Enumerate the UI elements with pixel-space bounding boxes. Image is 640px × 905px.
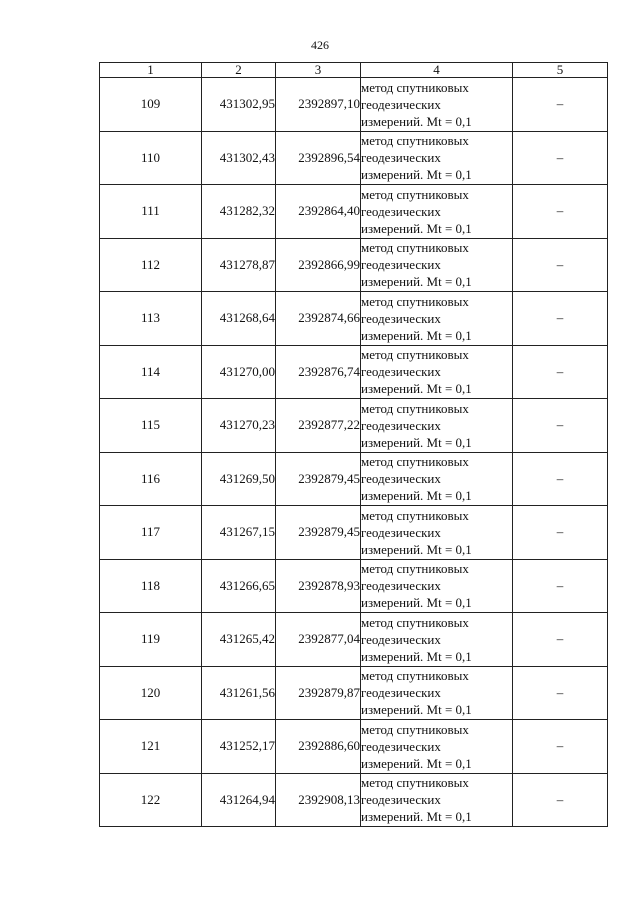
- x-coordinate: 431302,95: [202, 78, 276, 132]
- method-line-3: измерений. Mt = 0,1: [361, 381, 472, 397]
- note-cell: –: [513, 345, 608, 399]
- point-number: 116: [100, 452, 202, 506]
- x-coordinate: 431270,23: [202, 399, 276, 453]
- method-line-3: измерений. Mt = 0,1: [361, 434, 472, 450]
- x-coordinate: 431266,65: [202, 559, 276, 613]
- table-row: [100, 452, 608, 506]
- table-row: [100, 185, 608, 239]
- method-line-3: измерений. Mt = 0,1: [361, 220, 472, 236]
- method-line-2: геодезических: [361, 524, 441, 540]
- method-line-1: метод спутниковых: [361, 79, 469, 95]
- table-row: [100, 345, 608, 399]
- method-line-2: геодезических: [361, 364, 441, 380]
- point-number: 119: [100, 613, 202, 667]
- y-coordinate: 2392877,22: [276, 399, 361, 453]
- method-line-1: метод спутниковых: [361, 721, 469, 737]
- note-cell: –: [513, 613, 608, 667]
- point-number: 111: [100, 185, 202, 239]
- note-cell: –: [513, 78, 608, 132]
- point-number: 110: [100, 131, 202, 185]
- method-line-1: метод спутниковых: [361, 347, 469, 363]
- method-line-1: метод спутниковых: [361, 507, 469, 523]
- table-row: [100, 613, 608, 667]
- x-coordinate: 431270,00: [202, 345, 276, 399]
- y-coordinate: 2392896,54: [276, 131, 361, 185]
- table-row: [100, 720, 608, 774]
- table-row: [100, 506, 608, 560]
- note-cell: –: [513, 452, 608, 506]
- method-line-2: геодезических: [361, 578, 441, 594]
- note-cell: –: [513, 506, 608, 560]
- table-row: [100, 131, 608, 185]
- column-header-4: 4: [361, 63, 513, 78]
- table-row: [100, 292, 608, 346]
- method-description: [361, 78, 513, 132]
- note-cell: –: [513, 131, 608, 185]
- y-coordinate: 2392874,66: [276, 292, 361, 346]
- point-number: 109: [100, 78, 202, 132]
- point-number: 118: [100, 559, 202, 613]
- column-header-1: 1: [100, 63, 202, 78]
- method-description: [361, 559, 513, 613]
- note-cell: –: [513, 399, 608, 453]
- method-line-2: геодезических: [361, 792, 441, 808]
- y-coordinate: 2392908,13: [276, 773, 361, 827]
- y-coordinate: 2392879,87: [276, 666, 361, 720]
- note-cell: –: [513, 666, 608, 720]
- x-coordinate: 431267,15: [202, 506, 276, 560]
- y-coordinate: 2392866,99: [276, 238, 361, 292]
- method-description: [361, 292, 513, 346]
- method-line-3: измерений. Mt = 0,1: [361, 113, 472, 129]
- x-coordinate: 431264,94: [202, 773, 276, 827]
- table-row: [100, 559, 608, 613]
- point-number: 117: [100, 506, 202, 560]
- column-header-3: 3: [276, 63, 361, 78]
- method-line-3: измерений. Mt = 0,1: [361, 595, 472, 611]
- method-line-3: измерений. Mt = 0,1: [361, 327, 472, 343]
- x-coordinate: 431265,42: [202, 613, 276, 667]
- note-cell: –: [513, 773, 608, 827]
- point-number: 114: [100, 345, 202, 399]
- method-description: [361, 506, 513, 560]
- method-description: [361, 666, 513, 720]
- method-line-1: метод спутниковых: [361, 133, 469, 149]
- method-description: [361, 452, 513, 506]
- y-coordinate: 2392897,10: [276, 78, 361, 132]
- x-coordinate: 431252,17: [202, 720, 276, 774]
- method-description: [361, 238, 513, 292]
- method-line-2: геодезических: [361, 738, 441, 754]
- y-coordinate: 2392886,60: [276, 720, 361, 774]
- method-line-1: метод спутниковых: [361, 186, 469, 202]
- method-line-1: метод спутниковых: [361, 400, 469, 416]
- method-description: [361, 773, 513, 827]
- method-line-3: измерений. Mt = 0,1: [361, 541, 472, 557]
- note-cell: –: [513, 238, 608, 292]
- table-row: [100, 399, 608, 453]
- table-row: [100, 78, 608, 132]
- column-header-5: 5: [513, 63, 608, 78]
- y-coordinate: 2392864,40: [276, 185, 361, 239]
- table-header-row: [100, 63, 608, 78]
- method-line-2: геодезических: [361, 96, 441, 112]
- method-line-3: измерений. Mt = 0,1: [361, 648, 472, 664]
- method-line-1: метод спутниковых: [361, 561, 469, 577]
- note-cell: –: [513, 559, 608, 613]
- method-line-2: геодезических: [361, 417, 441, 433]
- y-coordinate: 2392877,04: [276, 613, 361, 667]
- method-line-2: геодезических: [361, 631, 441, 647]
- coordinates-table: [99, 62, 608, 827]
- method-line-1: метод спутниковых: [361, 775, 469, 791]
- method-line-3: измерений. Mt = 0,1: [361, 702, 472, 718]
- point-number: 115: [100, 399, 202, 453]
- method-line-1: метод спутниковых: [361, 240, 469, 256]
- x-coordinate: 431278,87: [202, 238, 276, 292]
- method-line-3: измерений. Mt = 0,1: [361, 167, 472, 183]
- method-line-3: измерений. Mt = 0,1: [361, 755, 472, 771]
- x-coordinate: 431282,32: [202, 185, 276, 239]
- table-body: [100, 78, 608, 827]
- table-row: [100, 238, 608, 292]
- point-number: 112: [100, 238, 202, 292]
- method-line-3: измерений. Mt = 0,1: [361, 488, 472, 504]
- x-coordinate: 431261,56: [202, 666, 276, 720]
- method-line-2: геодезических: [361, 257, 441, 273]
- x-coordinate: 431268,64: [202, 292, 276, 346]
- method-description: [361, 131, 513, 185]
- point-number: 122: [100, 773, 202, 827]
- table-row: [100, 773, 608, 827]
- method-description: [361, 399, 513, 453]
- method-line-1: метод спутниковых: [361, 668, 469, 684]
- y-coordinate: 2392876,74: [276, 345, 361, 399]
- point-number: 120: [100, 666, 202, 720]
- method-description: [361, 720, 513, 774]
- method-line-2: геодезических: [361, 203, 441, 219]
- note-cell: –: [513, 292, 608, 346]
- method-line-2: геодезических: [361, 471, 441, 487]
- method-line-3: измерений. Mt = 0,1: [361, 274, 472, 290]
- note-cell: –: [513, 720, 608, 774]
- x-coordinate: 431302,43: [202, 131, 276, 185]
- y-coordinate: 2392878,93: [276, 559, 361, 613]
- method-line-3: измерений. Mt = 0,1: [361, 809, 472, 825]
- point-number: 113: [100, 292, 202, 346]
- method-line-1: метод спутниковых: [361, 293, 469, 309]
- y-coordinate: 2392879,45: [276, 452, 361, 506]
- method-description: [361, 613, 513, 667]
- note-cell: –: [513, 185, 608, 239]
- x-coordinate: 431269,50: [202, 452, 276, 506]
- method-line-1: метод спутниковых: [361, 614, 469, 630]
- method-description: [361, 345, 513, 399]
- point-number: 121: [100, 720, 202, 774]
- table-row: [100, 666, 608, 720]
- method-line-1: метод спутниковых: [361, 454, 469, 470]
- method-line-2: геодезических: [361, 310, 441, 326]
- method-line-2: геодезических: [361, 150, 441, 166]
- y-coordinate: 2392879,45: [276, 506, 361, 560]
- page-number: 426: [311, 38, 329, 52]
- method-line-2: геодезических: [361, 685, 441, 701]
- method-description: [361, 185, 513, 239]
- column-header-2: 2: [202, 63, 276, 78]
